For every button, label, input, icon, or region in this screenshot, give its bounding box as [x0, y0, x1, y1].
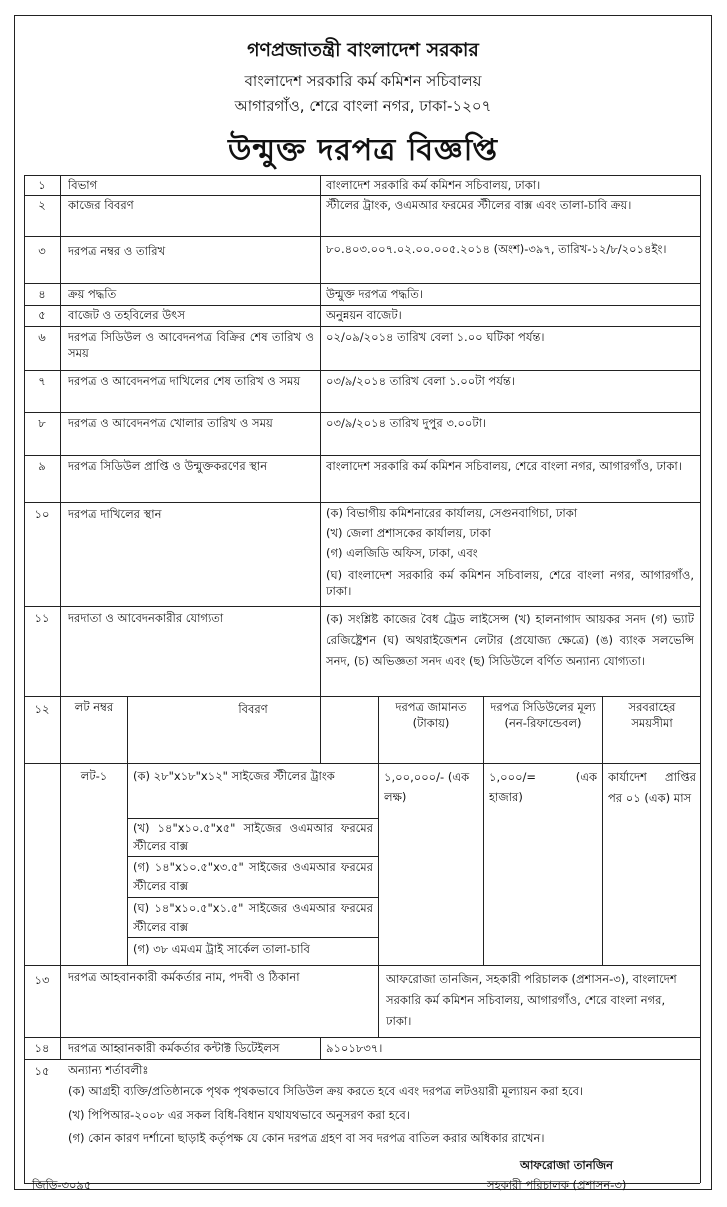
row-label: দরপত্র ও আবেদনপত্র খোলার তারিখ ও সময়	[68, 416, 273, 430]
row-label: দরপত্র আহ্বানকারী কর্মকর্তার কন্টাক্ট ডিটেইলস	[68, 1041, 280, 1055]
row-number: ৯	[38, 459, 46, 473]
lot-header: লট নম্বর	[74, 700, 114, 714]
row-label: কাজের বিবরণ	[68, 198, 134, 212]
row-number: ৫	[38, 308, 46, 322]
office-name: বাংলাদেশ সরকারি কর্ম কমিশন সচিবালয়	[244, 72, 482, 90]
tender-security-amount: ১,০০,০০০/- (এক লক্ষ)	[384, 770, 470, 804]
row-number: ১১	[34, 611, 50, 625]
row-number: ৭	[38, 374, 46, 388]
row-label: বিভাগ	[68, 178, 98, 192]
row-number: ১৩	[34, 973, 50, 987]
office-address: আগারগাঁও, শেরে বাংলা নগর, ঢাকা-১২০৭	[234, 97, 492, 115]
row-value: বাংলাদেশ সরকারি কর্ম কমিশন সচিবালয়, শেরে বাংলা নগর, আগারগাঁও, ঢাকা।	[326, 459, 682, 473]
row-label: অন্যান্য শর্তাবলীঃ	[68, 1063, 149, 1077]
lot-item: (গ) ১৪"x১০.৫"x৩.৫" সাইজের ওএমআর ফরমের স্টীলের বাক্স	[133, 860, 373, 893]
signatory-name: আফরোজা তানজিন	[520, 1158, 613, 1172]
submission-place-item: (ক) বিভাগীয় কমিশনারের কার্যালয়, সেগুনবাগিচা, ঢাকা	[326, 506, 578, 520]
row-label: দরপত্র আহবানকারী কর্মকর্তার নাম, পদবী ও ঠিকানা	[68, 970, 300, 984]
row-value: স্টীলের ট্রাংক, ওএমআর ফরমের স্টীলের বাক্স এবং তালা-চাবি ক্রয়।	[326, 198, 632, 212]
row-number: ১৫	[34, 1064, 50, 1078]
row-number: ১০	[34, 507, 50, 521]
row-value: বাংলাদেশ সরকারি কর্ম কমিশন সচিবালয়, ঢাকা।	[326, 178, 541, 192]
row-number: ৪	[38, 287, 46, 301]
gd-number: জিডি-৩০৯৫	[32, 1178, 92, 1192]
description-header: বিবরণ	[238, 702, 268, 716]
row-number: ১	[38, 178, 46, 192]
row-number: ৩	[38, 244, 46, 258]
notice-title: উন্মুক্ত দরপত্র বিজ্ঞপ্তি	[227, 133, 498, 168]
tender-officer-address: আফরোজা তানজিন, সহকারী পরিচালক (প্রশাসন-৩), বাংলাদেশ সরকারি কর্ম কমিশন সচিবালয়, আগারগাঁও, শেরে বাংলা নগর, ঢাকা।	[386, 972, 677, 1028]
government-title: গণপ্রজাতন্ত্রী বাংলাদেশ সরকার	[247, 39, 479, 61]
row-number: ২	[38, 198, 46, 212]
submission-place-item: (গ) এলজিডি অফিস, ঢাকা, এবং	[326, 546, 478, 560]
row-value: উন্মুক্ত দরপত্র পদ্ধতি।	[326, 287, 424, 301]
row-label: দরপত্র নম্বর ও তারিখ	[68, 244, 166, 258]
row-label: দরপত্র সিডিউল ও আবেদনপত্র বিক্রির শেষ তারিখ ও সময়	[68, 330, 314, 360]
lot-item: (ঘ) ১৪"x১০.৫"x১.৫" সাইজের ওএমআর ফরমের স্টীলের বাক্স	[133, 901, 373, 934]
schedule-price-amount: ১,০০০/= (এক হাজার)	[489, 770, 597, 804]
row-number: ৬	[38, 330, 46, 344]
row-value: ০৩/৯/২০১৪ তারিখ বেলা ১.০০টা পর্যন্ত।	[326, 374, 515, 388]
lot-item: (ক) ২৮"x১৮"x১২" সাইজের স্টীলের ট্রাংক	[133, 769, 335, 783]
row-value: অনুন্নয়ন বাজেট।	[326, 308, 402, 322]
row-value: ৮০.৪০৩.০০৭.০২.০০.০০৫.২০১৪ (অংশ)-৩৯৭, তারিখ-১২/৮/২০১৪ইং।	[326, 242, 667, 256]
row-number: ১৪	[34, 1041, 50, 1055]
row-label: দরদাতা ও আবেদনকারীর যোগ্যতা	[68, 611, 224, 625]
qualification-text: (ক) সংশ্লিষ্ট কাজের বৈধ ট্রেড লাইসেন্স (খ) হালনাগাদ আয়কর সনদ (গ) ভ্যাট রেজিষ্ট্রেশন (ঘ) অথরাইজেশন লেটার (প্রযোজ্য ক্ষেত্রে) (ঙ) ব্যাংক সলভেন্সি সনদ, (চ) অভিজ্ঞতা সনদ এবং (ছ) সিডিউলে বর্ণিত অন্যান্য যোগ্যতা।	[326, 612, 694, 668]
row-label: ক্রয় পদ্ধতি	[68, 287, 117, 301]
submission-place-item: (ঘ) বাংলাদেশ সরকারি কর্ম কমিশন সচিবালয়, শেরে বাংলা নগর, আগারগাঁও, ঢাকা।	[326, 568, 694, 598]
row-number: ১২	[34, 702, 50, 716]
schedule-price-header: দরপত্র সিডিউলের মূল্য (নন-রিফান্ডেবল)	[490, 700, 596, 730]
row-number: ৮	[38, 416, 46, 430]
delivery-time: কার্যাদেশ প্রাপ্তির পর ০১ (এক) মাস	[608, 770, 696, 805]
submission-place-item: (খ) জেলা প্রশাসকের কার্যালয়, ঢাকা	[326, 526, 491, 540]
condition-item: (গ) কোন কারণ দর্শানো ছাড়াই কর্তৃপক্ষ যে কোন দরপত্র গ্রহণ বা সব দরপত্র বাতিল করার অধিকার রাখেন।	[68, 1131, 545, 1145]
row-value: ০২/০৯/২০১৪ তারিখ বেলা ১.০০ ঘটিকা পর্যন্ত।	[326, 330, 545, 344]
lot-item: (গ) ৩৮ এমএম ট্রাই সার্কেল তালা-চাবি	[133, 942, 310, 956]
contact-number: ৯১০১৮৩৭।	[326, 1041, 383, 1055]
row-label: দরপত্র সিডিউল প্রাপ্তি ও উন্মুক্তকরণের স্থান	[68, 459, 268, 473]
lot-number: লট-১	[80, 769, 108, 783]
delivery-header: সরবরাহের সময়সীমা	[628, 700, 676, 730]
lot-item: (খ) ১৪"x১০.৫"x৫" সাইজের ওএমআর ফরমের স্টীলের বাক্স	[133, 821, 373, 853]
condition-item: (ক) আগ্রহী ব্যক্তি/প্রতিষ্ঠানকে পৃথক পৃথকভাবে সিডিউল ক্রয় করতে হবে এবং দরপত্র লটওয়ারী মূল্যায়ন করা হবে।	[68, 1084, 584, 1098]
row-value: ০৩/৯/২০১৪ তারিখ দুপুর ৩.০০টা।	[326, 416, 487, 430]
row-label: দরপত্র ও আবেদনপত্র দাখিলের শেষ তারিখ ও সময়	[68, 374, 301, 388]
row-label: দরপত্র দাখিলের স্থান	[68, 507, 162, 521]
security-header: দরপত্র জামানত (টাকায়)	[395, 700, 467, 730]
condition-item: (খ) পিপিআর-২০০৮ এর সকল বিধি-বিধান যথাযথভাবে অনুসরণ করা হবে।	[68, 1108, 410, 1122]
row-label: বাজেট ও তহবিলের উৎস	[68, 308, 185, 322]
signatory-title: সহকারী পরিচালক (প্রশাসন-৩)	[487, 1178, 627, 1192]
